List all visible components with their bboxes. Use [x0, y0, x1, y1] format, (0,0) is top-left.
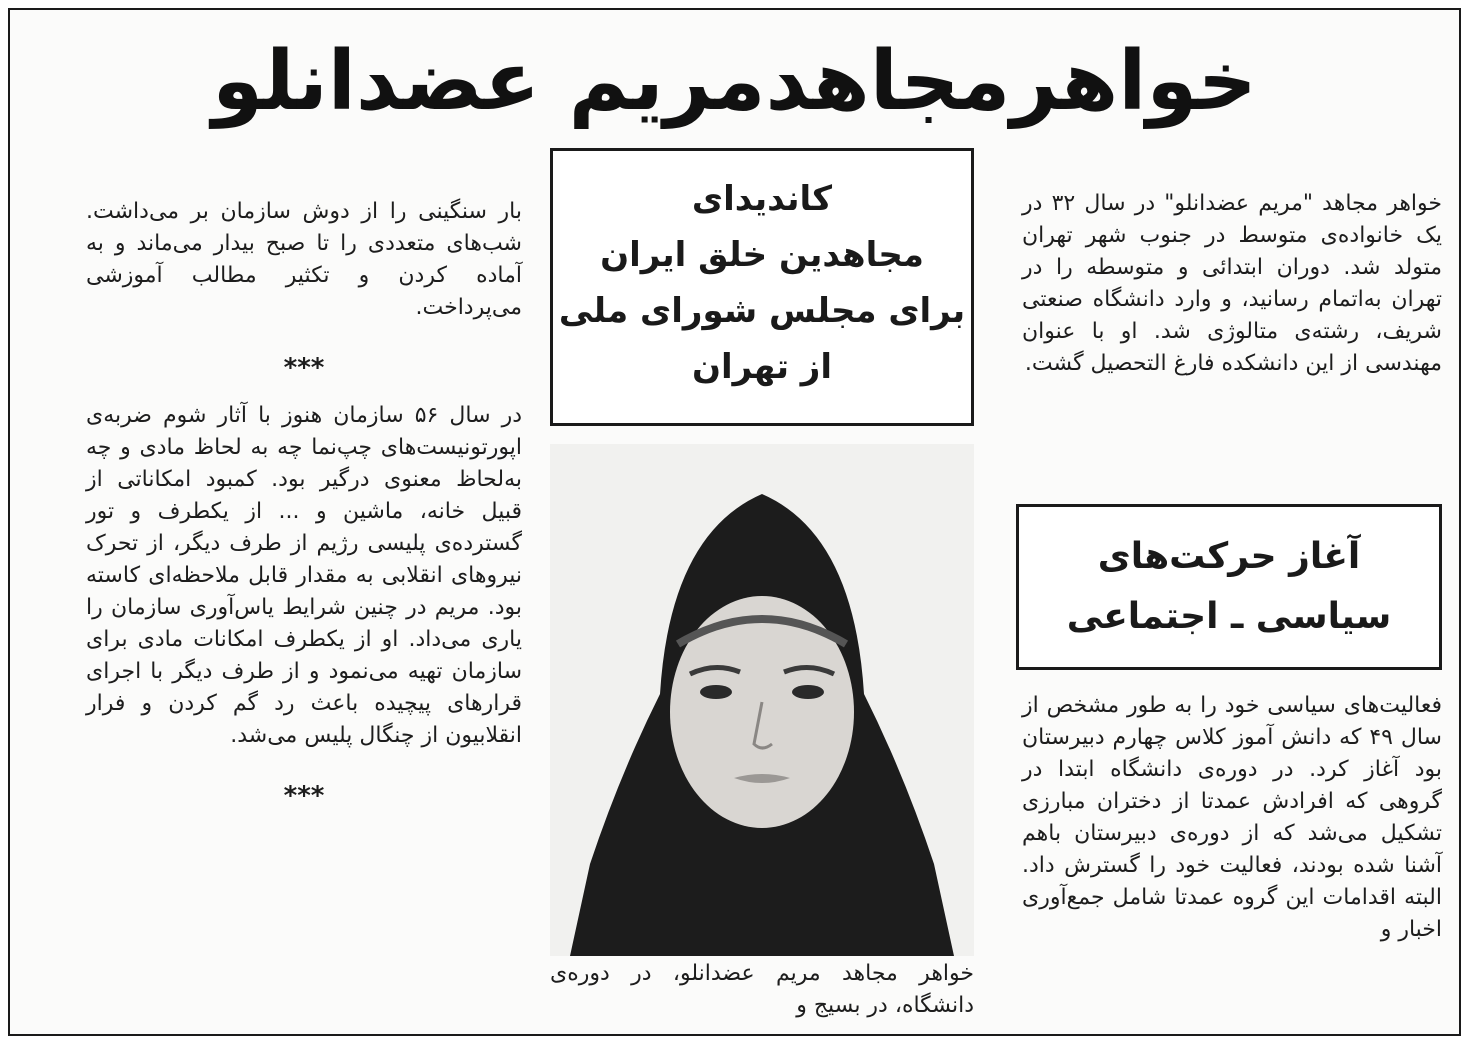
candidate-heading-line-2: مجاهدین خلق ایران: [600, 235, 924, 275]
left-column: [86, 196, 522, 828]
right-column: [1022, 188, 1442, 380]
portrait-illustration: [550, 444, 974, 956]
section-separator-2: ***: [283, 781, 325, 811]
candidate-heading-line-1: کاندیدای: [691, 179, 833, 219]
newspaper-clipping: [8, 8, 1461, 1036]
candidate-heading-box: [550, 148, 974, 426]
photo-caption: [550, 958, 974, 1022]
political-heading-line-2: سیاسی ـ اجتماعی: [1066, 596, 1392, 637]
right-column-paragraph-2: فعالیت‌های سیاسی خود را به طور مشخص از سال ۴۹ که دانش آموز کلاس چهارم دبیرستان بود آغاز کرد. در دوره‌ی دانشگاه ابتدا در گروهی که افرادش عمدتا از دختران مبارزی تشکیل می‌شد که از دوره‌ی دبیرستان باهم آشنا شده بودند، فعالیت خود را گسترش داد. البته اقدامات این گروه عمدتا شامل جمع‌آوری اخبار و: [1022, 693, 1442, 942]
right-column-paragraph-1: خواهر مجاهد "مریم عضدانلو" در سال ۳۲ در یک خانواده‌ی متوسط در جنوب شهر تهران متولد شد. دوران ابتدائی و متوسطه را در تهران به‌اتمام رسانید، و وارد دانشگاه صنعتی شریف، رشته‌ی متالوژی شد. او با عنوان مهندسی از این دانشکده فارغ التحصیل گشت.: [1022, 191, 1442, 376]
photo-caption-text: خواهر مجاهد مریم عضدانلو، در دوره‌ی دانشگاه، در بسیج و: [550, 961, 974, 1018]
candidate-heading-line-3: برای مجلس شورای ملی: [558, 291, 966, 331]
candidate-heading-line-4: از تهران: [691, 347, 833, 387]
political-heading-line-1: آغاز حرکت‌های: [1097, 536, 1361, 577]
headline: خواهرمجاهدمریم عضدانلو: [212, 34, 1257, 129]
right-column-lower: [1022, 690, 1442, 946]
section-separator-1: ***: [283, 353, 325, 383]
left-column-paragraph-2: در سال ۵۶ سازمان هنوز با آثار شوم ضربه‌ی اپورتونیست‌های چپ‌نما چه به لحاظ مادی و چه به‌لحاظ معنوی درگیر بود. کمبود امکاناتی از قبیل خانه، ماشین و ... از یکطرف و تور گسترده‌ی پلیسی رژیم از طرف دیگر، از تحرک نیروهای انقلابی به مقدار قابل ملاحظه‌ای کاسته بود. مریم در چنین شرایط یاس‌آوری سازمان را یاری می‌داد. او از یکطرف امکانات مادی برای سازمان تهیه می‌نمود و از طرف دیگر با اجرای قرارهای پیچیده باعث رد گم کردن و فرار انقلابیون از چنگال پلیس می‌شد.: [86, 403, 523, 748]
portrait-photo: [550, 444, 974, 956]
left-column-paragraph-1: بار سنگینی را از دوش سازمان بر می‌داشت. شب‌های متعددی را تا صبح بیدار می‌ماند و به آماده کردن و تکثیر مطالب آموزشی می‌پرداخت.: [86, 199, 522, 320]
political-section-heading-box: [1016, 504, 1442, 670]
